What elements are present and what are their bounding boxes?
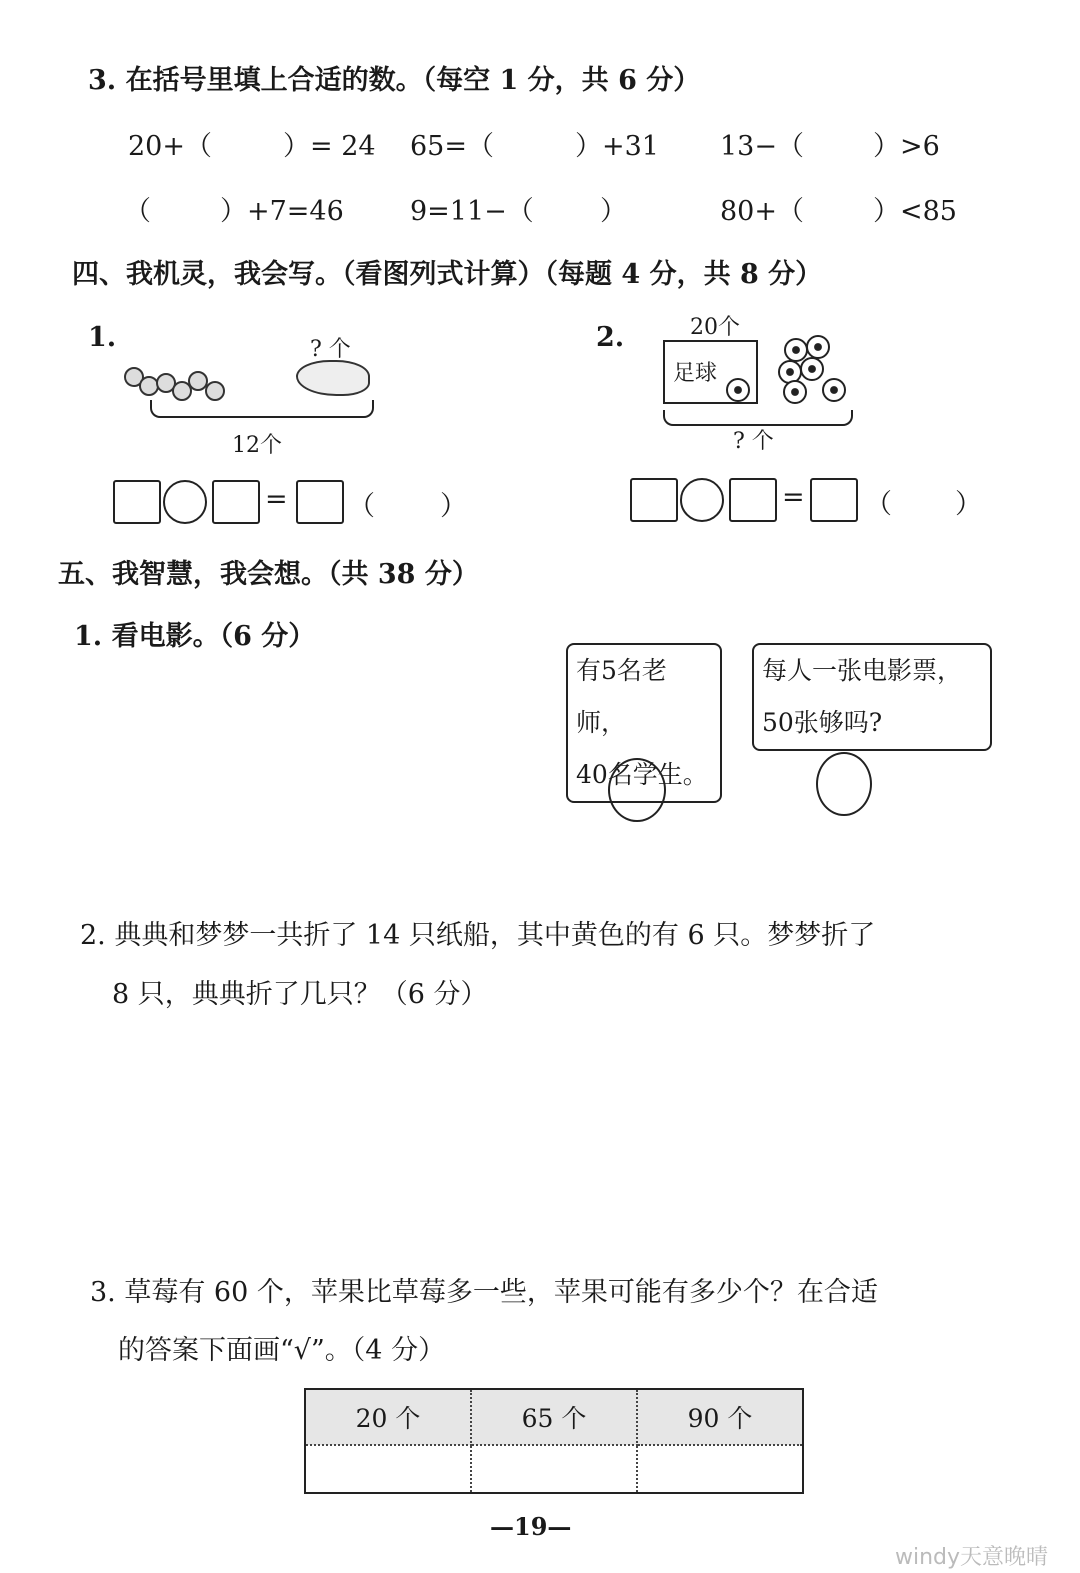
answer-box[interactable] bbox=[630, 478, 678, 522]
q1-title: 1. 看电影。（6 分） bbox=[74, 621, 316, 652]
paren-close: ） bbox=[955, 489, 982, 520]
answer-table bbox=[304, 1388, 804, 1494]
q2-line1: 2. 典典和梦梦一共折了 14 只纸船，其中黄色的有 6 只。梦梦折了 bbox=[80, 920, 876, 951]
bubble-line: 每人一张电影票， bbox=[762, 656, 963, 685]
eq-text: （ bbox=[124, 196, 151, 227]
check-cell[interactable] bbox=[305, 1445, 471, 1493]
q3-title: 3. 在括号里填上合适的数。（每空 1 分，共 6 分） bbox=[88, 65, 701, 96]
paren-open: （ bbox=[348, 491, 375, 522]
paren-close: ） bbox=[440, 491, 467, 522]
equals-sign: = bbox=[782, 482, 805, 513]
answer-box[interactable] bbox=[810, 478, 858, 522]
q3-line1: 3. 草莓有 60 个，苹果比草莓多一些，苹果可能有多少个？在合适 bbox=[90, 1277, 878, 1308]
total-label: ? 个 bbox=[733, 429, 774, 454]
operator-circle[interactable] bbox=[680, 478, 724, 522]
eq-text: ） bbox=[600, 196, 627, 227]
boy-illustration bbox=[816, 752, 872, 816]
eq-text: 9=11−（ bbox=[410, 196, 534, 227]
eq-text: ）+7=46 bbox=[220, 196, 344, 227]
unknown-count-label: ? 个 bbox=[310, 337, 351, 362]
eq-text: ）<85 bbox=[873, 196, 957, 227]
check-cell[interactable] bbox=[471, 1445, 637, 1493]
problem-number: 1. bbox=[88, 322, 117, 353]
brace bbox=[150, 400, 374, 418]
bubble-line: 50张够吗? bbox=[762, 708, 883, 737]
option-65: 65 个 bbox=[471, 1389, 637, 1445]
section5-title: 五、我智慧，我会想。（共 38 分） bbox=[58, 559, 479, 590]
watermark: windy天意晚晴 bbox=[895, 1545, 1049, 1570]
eq-text: 20+（ bbox=[128, 131, 212, 162]
section4-title: 四、我机灵，我会写。（看图列式计算）（每题 4 分，共 8 分） bbox=[72, 259, 823, 290]
eq-text: ）= 24 bbox=[283, 131, 376, 162]
paren-open: （ bbox=[865, 489, 892, 520]
box-count-label: 20个 bbox=[690, 315, 740, 340]
bubble-line: 有5名老师， bbox=[576, 656, 667, 737]
eq-text: 13−（ bbox=[720, 131, 804, 162]
q3-line2: 的答案下面画“√”。（4 分） bbox=[118, 1335, 446, 1366]
eq-text: 80+（ bbox=[720, 196, 804, 227]
q2-line2: 8 只，典典折了几只？（6 分） bbox=[112, 979, 488, 1010]
eq-text: ）>6 bbox=[873, 131, 940, 162]
option-90: 90 个 bbox=[637, 1389, 803, 1445]
speech-bubble-ticket-question bbox=[752, 643, 992, 751]
option-20: 20 个 bbox=[305, 1389, 471, 1445]
answer-box[interactable] bbox=[212, 480, 260, 524]
problem-number: 2. bbox=[596, 322, 625, 353]
answer-box[interactable] bbox=[296, 480, 344, 524]
total-label: 12个 bbox=[232, 433, 282, 458]
page-number: —19— bbox=[490, 1512, 572, 1541]
box-label: 足球 bbox=[673, 361, 718, 386]
eq-text: 65=（ bbox=[410, 131, 494, 162]
answer-box[interactable] bbox=[113, 480, 161, 524]
girl-illustration bbox=[608, 758, 666, 822]
operator-circle[interactable] bbox=[163, 480, 207, 524]
answer-box[interactable] bbox=[729, 478, 777, 522]
equals-sign: = bbox=[265, 484, 288, 515]
check-cell[interactable] bbox=[637, 1445, 803, 1493]
eq-text: ）+31 bbox=[575, 131, 659, 162]
bubble-line: 40名学生。 bbox=[576, 760, 708, 789]
